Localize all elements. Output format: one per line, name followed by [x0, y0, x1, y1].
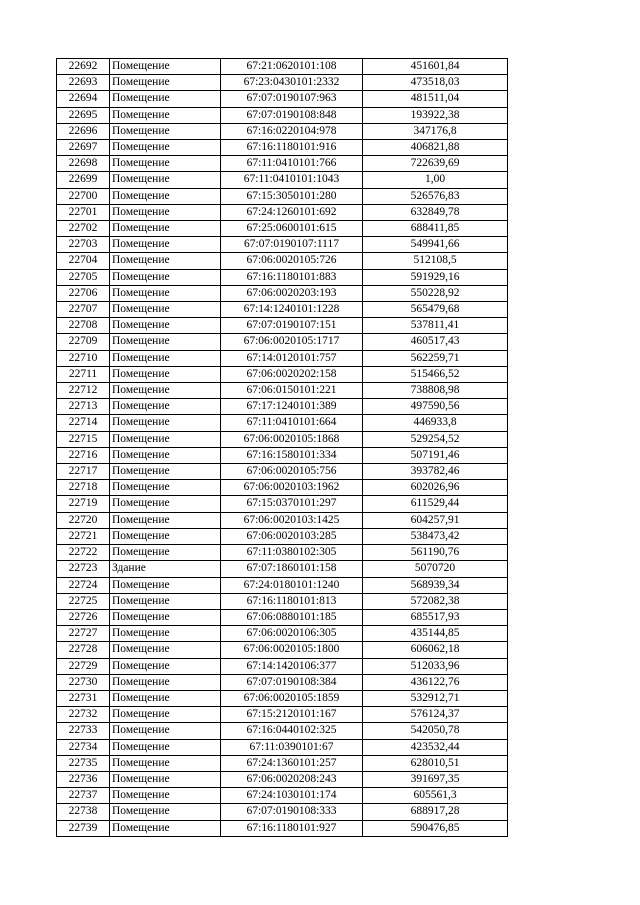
row-number-cell: 22732: [57, 707, 110, 723]
cadastral-number-cell: 67:25:0600101:615: [221, 221, 363, 237]
table-row: [57, 512, 508, 528]
table-row: [57, 334, 508, 350]
table-row: [57, 820, 508, 836]
table-row: [57, 739, 508, 755]
cadastral-value-cell: 451601,84: [363, 59, 508, 75]
row-number-cell: 22715: [57, 431, 110, 447]
object-type-cell: Помещение: [110, 415, 221, 431]
cadastral-value-cell: 460517,43: [363, 334, 508, 350]
object-type-cell: Помещение: [110, 496, 221, 512]
object-type-cell: Помещение: [110, 820, 221, 836]
table-row: [57, 496, 508, 512]
table-row: [57, 723, 508, 739]
table-row: [57, 188, 508, 204]
object-type-cell: Помещение: [110, 383, 221, 399]
row-number-cell: 22739: [57, 820, 110, 836]
cadastral-value-cell: 423532,44: [363, 739, 508, 755]
cadastral-value-cell: 529254,52: [363, 431, 508, 447]
table-row: [57, 366, 508, 382]
cadastral-number-cell: 67:11:0410101:1043: [221, 172, 363, 188]
cadastral-number-cell: 67:23:0430101:2332: [221, 75, 363, 91]
cadastral-number-cell: 67:06:0020103:285: [221, 528, 363, 544]
row-number-cell: 22704: [57, 253, 110, 269]
cadastral-value-cell: 628010,51: [363, 755, 508, 771]
object-type-cell: Помещение: [110, 188, 221, 204]
cadastral-number-cell: 67:06:0020106:305: [221, 626, 363, 642]
row-number-cell: 22723: [57, 561, 110, 577]
cadastral-value-cell: 347176,8: [363, 123, 508, 139]
table-row: [57, 561, 508, 577]
cadastral-value-cell: 538473,42: [363, 528, 508, 544]
object-type-cell: Помещение: [110, 302, 221, 318]
object-type-cell: Помещение: [110, 123, 221, 139]
cadastral-value-cell: 738808,98: [363, 383, 508, 399]
table-row: [57, 431, 508, 447]
row-number-cell: 22721: [57, 528, 110, 544]
object-type-cell: Помещение: [110, 609, 221, 625]
object-type-cell: Помещение: [110, 237, 221, 253]
object-type-cell: Помещение: [110, 626, 221, 642]
row-number-cell: 22700: [57, 188, 110, 204]
row-number-cell: 22724: [57, 577, 110, 593]
row-number-cell: 22714: [57, 415, 110, 431]
cadastral-value-cell: 391697,35: [363, 771, 508, 787]
row-number-cell: 22693: [57, 75, 110, 91]
table-row: [57, 642, 508, 658]
cadastral-value-cell: 526576,83: [363, 188, 508, 204]
object-type-cell: Помещение: [110, 431, 221, 447]
object-type-cell: Помещение: [110, 91, 221, 107]
row-number-cell: 22697: [57, 140, 110, 156]
table-row: [57, 480, 508, 496]
table-row: [57, 237, 508, 253]
cadastral-value-cell: 722639,69: [363, 156, 508, 172]
cadastral-number-cell: 67:07:0190108:848: [221, 107, 363, 123]
cadastral-number-cell: 67:14:1240101:1228: [221, 302, 363, 318]
object-type-cell: Помещение: [110, 707, 221, 723]
row-number-cell: 22718: [57, 480, 110, 496]
object-type-cell: Помещение: [110, 739, 221, 755]
cadastral-number-cell: 67:15:2120101:167: [221, 707, 363, 723]
object-type-cell: Помещение: [110, 399, 221, 415]
table-row: [57, 156, 508, 172]
cadastral-number-cell: 67:06:0020105:1800: [221, 642, 363, 658]
cadastral-number-cell: 67:15:0370101:297: [221, 496, 363, 512]
cadastral-value-cell: 1,00: [363, 172, 508, 188]
cadastral-value-table: [56, 58, 508, 837]
cadastral-number-cell: 67:06:0020103:1425: [221, 512, 363, 528]
object-type-cell: Помещение: [110, 593, 221, 609]
row-number-cell: 22698: [57, 156, 110, 172]
table-row: [57, 447, 508, 463]
row-number-cell: 22726: [57, 609, 110, 625]
object-type-cell: Помещение: [110, 464, 221, 480]
cadastral-number-cell: 67:16:0220104:978: [221, 123, 363, 139]
object-type-cell: Помещение: [110, 334, 221, 350]
cadastral-value-cell: 576124,37: [363, 707, 508, 723]
row-number-cell: 22738: [57, 804, 110, 820]
cadastral-number-cell: 67:06:0020105:1717: [221, 334, 363, 350]
cadastral-value-cell: 688917,28: [363, 804, 508, 820]
cadastral-value-cell: 685517,93: [363, 609, 508, 625]
table-row: [57, 350, 508, 366]
row-number-cell: 22707: [57, 302, 110, 318]
table-row: [57, 123, 508, 139]
object-type-cell: Помещение: [110, 545, 221, 561]
cadastral-value-cell: 512108,5: [363, 253, 508, 269]
cadastral-number-cell: 67:07:0190107:151: [221, 318, 363, 334]
cadastral-number-cell: 67:07:0190107:963: [221, 91, 363, 107]
object-type-cell: Помещение: [110, 253, 221, 269]
cadastral-number-cell: 67:24:0180101:1240: [221, 577, 363, 593]
row-number-cell: 22737: [57, 788, 110, 804]
object-type-cell: Помещение: [110, 318, 221, 334]
table-row: [57, 545, 508, 561]
cadastral-number-cell: 67:11:0410101:664: [221, 415, 363, 431]
row-number-cell: 22730: [57, 674, 110, 690]
row-number-cell: 22736: [57, 771, 110, 787]
cadastral-value-cell: 565479,68: [363, 302, 508, 318]
table-row: [57, 399, 508, 415]
table-row: [57, 707, 508, 723]
object-type-cell: Помещение: [110, 723, 221, 739]
row-number-cell: 22709: [57, 334, 110, 350]
row-number-cell: 22713: [57, 399, 110, 415]
cadastral-number-cell: 67:06:0020105:1859: [221, 690, 363, 706]
object-type-cell: Помещение: [110, 366, 221, 382]
cadastral-value-cell: 572082,38: [363, 593, 508, 609]
cadastral-value-cell: 436122,76: [363, 674, 508, 690]
row-number-cell: 22696: [57, 123, 110, 139]
object-type-cell: Помещение: [110, 172, 221, 188]
cadastral-value-cell: 605561,3: [363, 788, 508, 804]
table-row: [57, 285, 508, 301]
cadastral-value-cell: 497590,56: [363, 399, 508, 415]
row-number-cell: 22699: [57, 172, 110, 188]
cadastral-number-cell: 67:17:1240101:389: [221, 399, 363, 415]
cadastral-number-cell: 67:16:1180101:916: [221, 140, 363, 156]
row-number-cell: 22710: [57, 350, 110, 366]
row-number-cell: 22725: [57, 593, 110, 609]
table-row: [57, 204, 508, 220]
object-type-cell: Помещение: [110, 285, 221, 301]
row-number-cell: 22692: [57, 59, 110, 75]
cadastral-value-cell: 193922,38: [363, 107, 508, 123]
cadastral-value-cell: 550228,92: [363, 285, 508, 301]
row-number-cell: 22735: [57, 755, 110, 771]
table-row: [57, 253, 508, 269]
cadastral-value-cell: 688411,85: [363, 221, 508, 237]
table-body: [57, 59, 508, 837]
object-type-cell: Помещение: [110, 59, 221, 75]
cadastral-value-cell: 473518,03: [363, 75, 508, 91]
cadastral-value-cell: 562259,71: [363, 350, 508, 366]
cadastral-number-cell: 67:06:0020105:1868: [221, 431, 363, 447]
table-row: [57, 674, 508, 690]
cadastral-value-cell: 561190,76: [363, 545, 508, 561]
object-type-cell: Здание: [110, 561, 221, 577]
cadastral-number-cell: 67:14:0120101:757: [221, 350, 363, 366]
cadastral-value-cell: 507191,46: [363, 447, 508, 463]
cadastral-number-cell: 67:24:1360101:257: [221, 755, 363, 771]
table-row: [57, 788, 508, 804]
row-number-cell: 22720: [57, 512, 110, 528]
object-type-cell: Помещение: [110, 642, 221, 658]
cadastral-number-cell: 67:07:0190107:1117: [221, 237, 363, 253]
cadastral-number-cell: 67:24:1030101:174: [221, 788, 363, 804]
object-type-cell: Помещение: [110, 221, 221, 237]
cadastral-value-cell: 590476,85: [363, 820, 508, 836]
cadastral-number-cell: 67:06:0020105:756: [221, 464, 363, 480]
table-row: [57, 318, 508, 334]
cadastral-number-cell: 67:11:0380102:305: [221, 545, 363, 561]
object-type-cell: Помещение: [110, 107, 221, 123]
table-row: [57, 59, 508, 75]
cadastral-value-cell: 611529,44: [363, 496, 508, 512]
object-type-cell: Помещение: [110, 788, 221, 804]
cadastral-number-cell: 67:06:0150101:221: [221, 383, 363, 399]
cadastral-value-cell: 5070720: [363, 561, 508, 577]
table-row: [57, 577, 508, 593]
row-number-cell: 22695: [57, 107, 110, 123]
table-row: [57, 528, 508, 544]
cadastral-number-cell: 67:16:0440102:325: [221, 723, 363, 739]
row-number-cell: 22727: [57, 626, 110, 642]
cadastral-value-cell: 591929,16: [363, 269, 508, 285]
cadastral-value-cell: 602026,96: [363, 480, 508, 496]
table-row: [57, 221, 508, 237]
table-row: [57, 269, 508, 285]
cadastral-value-cell: 532912,71: [363, 690, 508, 706]
cadastral-value-cell: 632849,78: [363, 204, 508, 220]
table-row: [57, 658, 508, 674]
cadastral-number-cell: 67:06:0020208:243: [221, 771, 363, 787]
object-type-cell: Помещение: [110, 755, 221, 771]
row-number-cell: 22706: [57, 285, 110, 301]
object-type-cell: Помещение: [110, 674, 221, 690]
row-number-cell: 22705: [57, 269, 110, 285]
cadastral-number-cell: 67:06:0020202:158: [221, 366, 363, 382]
cadastral-number-cell: 67:15:3050101:280: [221, 188, 363, 204]
table-row: [57, 755, 508, 771]
cadastral-value-cell: 542050,78: [363, 723, 508, 739]
row-number-cell: 22702: [57, 221, 110, 237]
row-number-cell: 22708: [57, 318, 110, 334]
cadastral-value-cell: 568939,34: [363, 577, 508, 593]
object-type-cell: Помещение: [110, 75, 221, 91]
row-number-cell: 22716: [57, 447, 110, 463]
cadastral-number-cell: 67:07:0190108:333: [221, 804, 363, 820]
cadastral-value-cell: 393782,46: [363, 464, 508, 480]
object-type-cell: Помещение: [110, 269, 221, 285]
cadastral-value-cell: 406821,88: [363, 140, 508, 156]
object-type-cell: Помещение: [110, 447, 221, 463]
table-row: [57, 91, 508, 107]
table-row: [57, 415, 508, 431]
object-type-cell: Помещение: [110, 690, 221, 706]
object-type-cell: Помещение: [110, 204, 221, 220]
row-number-cell: 22722: [57, 545, 110, 561]
object-type-cell: Помещение: [110, 140, 221, 156]
row-number-cell: 22729: [57, 658, 110, 674]
table-row: [57, 107, 508, 123]
table-row: [57, 609, 508, 625]
cadastral-number-cell: 67:16:1580101:334: [221, 447, 363, 463]
object-type-cell: Помещение: [110, 528, 221, 544]
cadastral-number-cell: 67:14:1420106:377: [221, 658, 363, 674]
row-number-cell: 22728: [57, 642, 110, 658]
cadastral-number-cell: 67:24:1260101:692: [221, 204, 363, 220]
cadastral-number-cell: 67:07:0190108:384: [221, 674, 363, 690]
row-number-cell: 22712: [57, 383, 110, 399]
table-row: [57, 771, 508, 787]
table-row: [57, 75, 508, 91]
row-number-cell: 22734: [57, 739, 110, 755]
cadastral-number-cell: 67:11:0410101:766: [221, 156, 363, 172]
cadastral-number-cell: 67:16:1180101:927: [221, 820, 363, 836]
table-row: [57, 464, 508, 480]
cadastral-number-cell: 67:06:0020105:726: [221, 253, 363, 269]
object-type-cell: Помещение: [110, 804, 221, 820]
table-row: [57, 626, 508, 642]
row-number-cell: 22717: [57, 464, 110, 480]
cadastral-value-cell: 515466,52: [363, 366, 508, 382]
cadastral-value-cell: 512033,96: [363, 658, 508, 674]
cadastral-value-cell: 606062,18: [363, 642, 508, 658]
object-type-cell: Помещение: [110, 512, 221, 528]
row-number-cell: 22719: [57, 496, 110, 512]
object-type-cell: Помещение: [110, 156, 221, 172]
table-row: [57, 804, 508, 820]
table-row: [57, 690, 508, 706]
row-number-cell: 22701: [57, 204, 110, 220]
cadastral-number-cell: 67:16:1180101:883: [221, 269, 363, 285]
table-row: [57, 383, 508, 399]
object-type-cell: Помещение: [110, 658, 221, 674]
row-number-cell: 22703: [57, 237, 110, 253]
row-number-cell: 22711: [57, 366, 110, 382]
cadastral-value-cell: 481511,04: [363, 91, 508, 107]
cadastral-number-cell: 67:16:1180101:813: [221, 593, 363, 609]
cadastral-value-cell: 435144,85: [363, 626, 508, 642]
cadastral-value-cell: 604257,91: [363, 512, 508, 528]
object-type-cell: Помещение: [110, 771, 221, 787]
table-row: [57, 302, 508, 318]
table-row: [57, 593, 508, 609]
cadastral-number-cell: 67:06:0020103:1962: [221, 480, 363, 496]
row-number-cell: 22733: [57, 723, 110, 739]
object-type-cell: Помещение: [110, 480, 221, 496]
table-row: [57, 172, 508, 188]
cadastral-value-cell: 446933,8: [363, 415, 508, 431]
row-number-cell: 22694: [57, 91, 110, 107]
cadastral-number-cell: 67:11:0390101:67: [221, 739, 363, 755]
row-number-cell: 22731: [57, 690, 110, 706]
table-row: [57, 140, 508, 156]
cadastral-number-cell: 67:21:0620101:108: [221, 59, 363, 75]
cadastral-value-cell: 537811,41: [363, 318, 508, 334]
cadastral-value-cell: 549941,66: [363, 237, 508, 253]
object-type-cell: Помещение: [110, 577, 221, 593]
object-type-cell: Помещение: [110, 350, 221, 366]
cadastral-number-cell: 67:06:0020203:193: [221, 285, 363, 301]
cadastral-number-cell: 67:07:1860101:158: [221, 561, 363, 577]
cadastral-number-cell: 67:06:0880101:185: [221, 609, 363, 625]
